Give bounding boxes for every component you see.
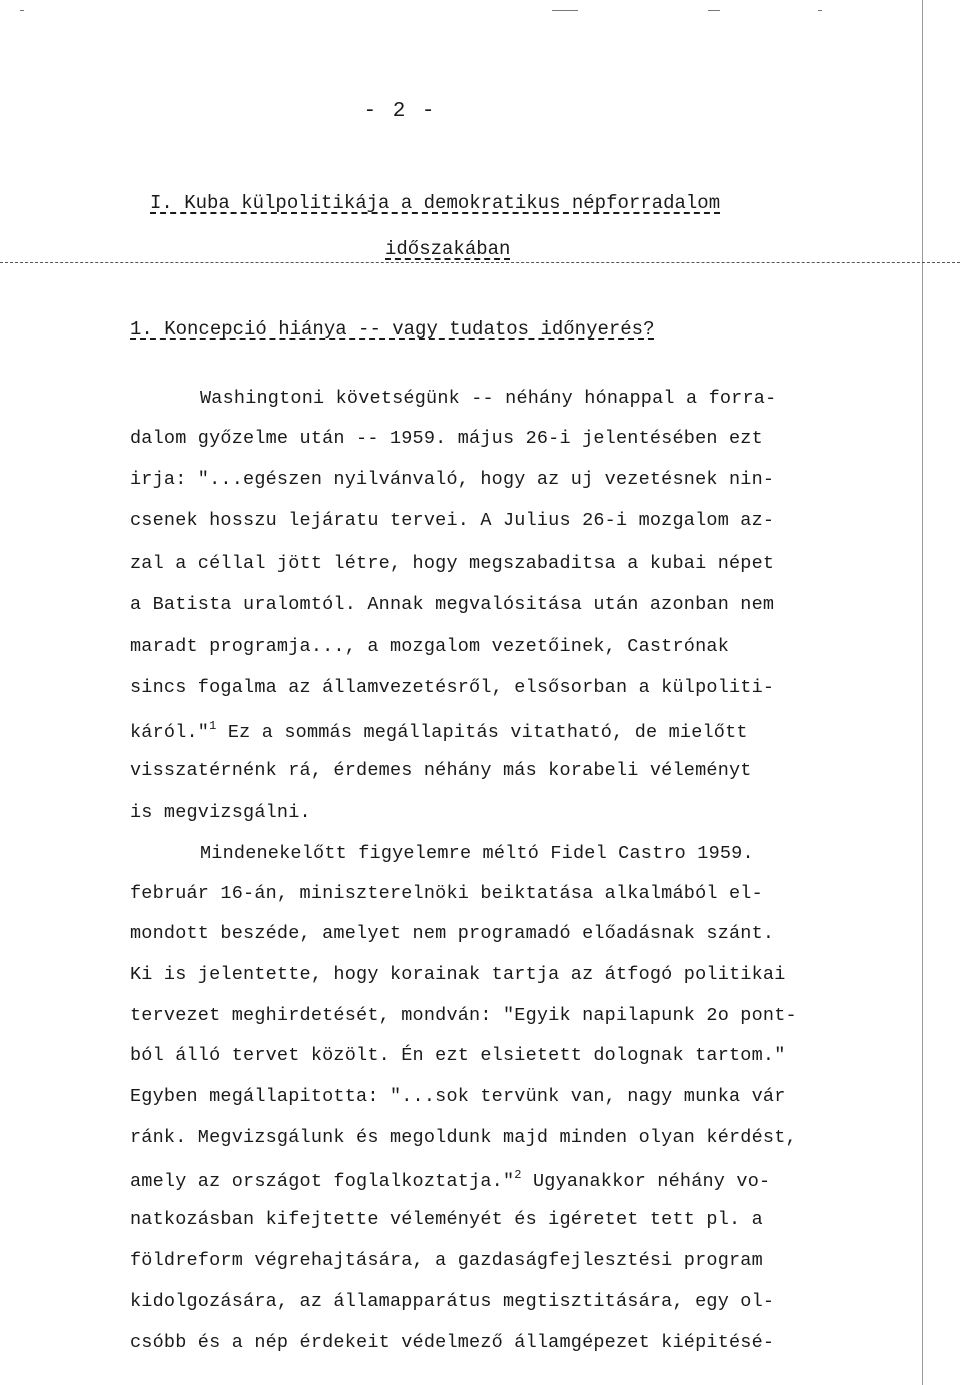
body-line: mondott beszéde, amelyet nem programadó előadásnak szánt. bbox=[130, 923, 775, 944]
body-line: ránk. Megvizsgálunk és megoldunk majd minden olyan kérdést, bbox=[130, 1127, 797, 1148]
body-line: dalom győzelme után -- 1959. május 26-i jelentésében ezt bbox=[130, 428, 763, 449]
body-line: natkozásban kifejtette véleményét és igéretet tett pl. a bbox=[130, 1209, 763, 1230]
section-title: 1. Koncepció hiánya -- vagy tudatos időnyerés? bbox=[130, 318, 655, 340]
chapter-title-line-1: I. Kuba külpolitikája a demokratikus népforradalom bbox=[150, 192, 721, 214]
body-line: ból álló tervet közölt. Én ezt elsietett dolognak tartom." bbox=[130, 1045, 786, 1066]
footnote-mark: 1 bbox=[209, 719, 217, 733]
body-line: zal a céllal jött létre, hogy megszabaditsa a kubai népet bbox=[130, 553, 775, 574]
scan-mark bbox=[708, 10, 720, 11]
body-line: sincs fogalma az államvezetésről, elsősorban a külpoliti- bbox=[130, 677, 775, 698]
footnote-mark: 2 bbox=[514, 1168, 522, 1182]
body-line: Egyben megállapitotta: "...sok tervünk van, nagy munka vár bbox=[130, 1086, 786, 1107]
body-line: Ki is jelentette, hogy korainak tartja az átfogó politikai bbox=[130, 964, 786, 985]
page-number: - 2 - bbox=[363, 100, 437, 123]
dashed-divider bbox=[0, 262, 960, 263]
body-line: visszatérnénk rá, érdemes néhány más korabeli véleményt bbox=[130, 760, 752, 781]
body-line: Mindenekelőtt figyelemre méltó Fidel Castro 1959. bbox=[200, 843, 754, 864]
body-line: is megvizsgálni. bbox=[130, 802, 311, 823]
scan-mark bbox=[818, 10, 822, 11]
chapter-title-line-2: időszakában bbox=[385, 238, 511, 260]
body-line: maradt programja..., a mozgalom vezetőinek, Castrónak bbox=[130, 636, 729, 657]
page-edge-line bbox=[922, 0, 923, 1385]
scan-mark bbox=[20, 10, 24, 11]
body-line: a Batista uralomtól. Annak megvalósitása után azonban nem bbox=[130, 594, 775, 615]
body-line: csóbb és a nép érdekeit védelmező államgépezet kiépitésé- bbox=[130, 1332, 775, 1353]
body-line: irja: "...egészen nyilvánvaló, hogy az uj vezetésnek nin- bbox=[130, 469, 775, 490]
body-line: kidolgozására, az államapparátus megtisztitására, egy ol- bbox=[130, 1291, 775, 1312]
body-line: amely az országot foglalkoztatja."$^2$ Ugyanakkor néhány vo- bbox=[130, 1168, 771, 1192]
body-line: tervezet meghirdetését, mondván: "Egyik napilapunk 2o pont- bbox=[130, 1005, 797, 1026]
body-line: földreform végrehajtására, a gazdaságfejlesztési program bbox=[130, 1250, 763, 1271]
scan-mark bbox=[552, 10, 578, 11]
body-line: február 16-án, miniszterelnöki beiktatása alkalmából el- bbox=[130, 883, 763, 904]
body-line: csenek hosszu lejáratu tervei. A Julius 26-i mozgalom az- bbox=[130, 510, 775, 531]
body-line: káról."$^1$ Ez a sommás megállapitás vitatható, de mielőtt bbox=[130, 719, 748, 743]
body-line: Washingtoni követségünk -- néhány hónappal a forra- bbox=[200, 388, 777, 409]
